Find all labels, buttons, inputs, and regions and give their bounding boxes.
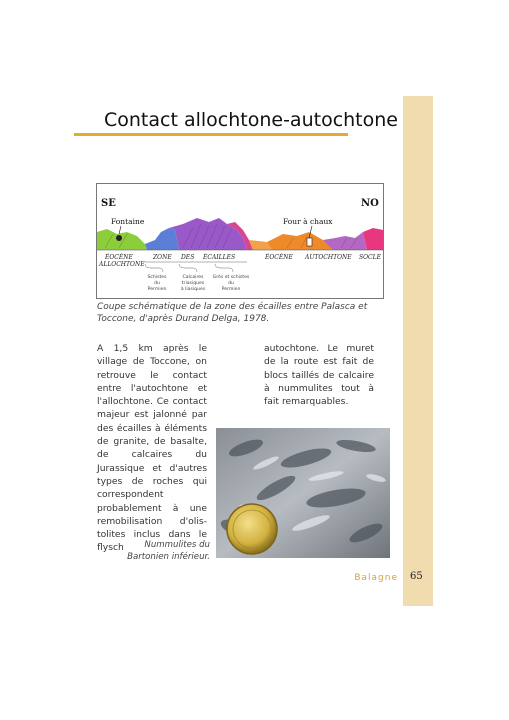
label-autochtone: AUTOCHTONE xyxy=(305,254,352,261)
label-eocene-2: ÉOCÈNE xyxy=(265,254,293,261)
sub-label-2-line-1: Calcaires xyxy=(182,275,204,280)
bracket-3 xyxy=(215,264,233,272)
sub-label-3-line-1: Grès et schistes xyxy=(212,275,250,280)
body-text-left: A 1,5 km après le village de Toccone, on retrouve le contact entre l'autochtone et l'allochtone. Ce contact majeur est jalonné par des écailles à éléments de granite, de basalte, de calcaires du Jurassique et d'autres types de roches qui correspondent probablement à une remobilisation d'olis-tolites inclus dans le flysch xyxy=(97,343,207,554)
layer-schistes xyxy=(145,228,179,250)
label-fontaine: Fontaine xyxy=(111,217,145,226)
sub-label-1-line-2: du xyxy=(154,281,160,286)
label-four-a-chaux: Four à chaux xyxy=(283,217,333,226)
bracket-1 xyxy=(145,264,163,272)
coin-scale xyxy=(227,504,277,554)
label-des: DES xyxy=(181,254,195,261)
layer-eocene-allochtone xyxy=(97,229,147,250)
label-socle: SOCLE xyxy=(359,254,381,261)
sub-label-3-line-2: du xyxy=(228,281,234,286)
sub-label-1-line-1: Schistes xyxy=(147,275,167,280)
footer-region-name: Balagne xyxy=(354,573,398,583)
sub-labels xyxy=(147,273,249,292)
cross-section-drawing xyxy=(97,184,383,298)
sub-label-1-line-3: Permien xyxy=(147,287,167,292)
label-ecailles: ÉCAILLES xyxy=(203,254,236,261)
four-a-chaux-icon xyxy=(307,238,312,246)
bracket-2 xyxy=(179,264,197,272)
page-number: 65 xyxy=(410,571,423,582)
page-sidebar-band xyxy=(403,96,433,606)
direction-no: NO xyxy=(361,198,379,209)
sub-label-3-line-3: Permien xyxy=(221,287,241,292)
fontaine-pointer xyxy=(119,226,121,234)
geological-cross-section xyxy=(96,183,384,299)
photo-drawing xyxy=(216,428,390,558)
label-zone: ZONE xyxy=(153,254,172,261)
sub-label-2-line-2: triasiques xyxy=(181,281,205,286)
figure-caption: Coupe schématique de la zone des écailles entre Palasca et Toccone, d'après Durand Delga, 1978. xyxy=(97,302,368,324)
title-underline xyxy=(74,133,348,136)
page-title: Contact allochtone-autochtone xyxy=(104,109,398,131)
sub-label-2-line-3: à liasiques xyxy=(180,287,206,292)
body-text-right: autochtone. Le muret de la route est fait de blocs taillés de calcaire à nummulites tout à fait remarquables. xyxy=(264,343,374,408)
layer-eocene-autochtone xyxy=(267,232,333,250)
label-allochtone: ALLOCHTONE xyxy=(99,261,145,268)
formation-labels xyxy=(98,253,382,268)
direction-se: SE xyxy=(101,198,116,209)
fontaine-icon xyxy=(116,235,122,241)
nummulites-photo xyxy=(216,428,390,558)
photo-caption: Nummulites du Bartonien inférieur. xyxy=(127,540,210,562)
label-eocene-1: ÉOCÈNE xyxy=(105,254,133,261)
